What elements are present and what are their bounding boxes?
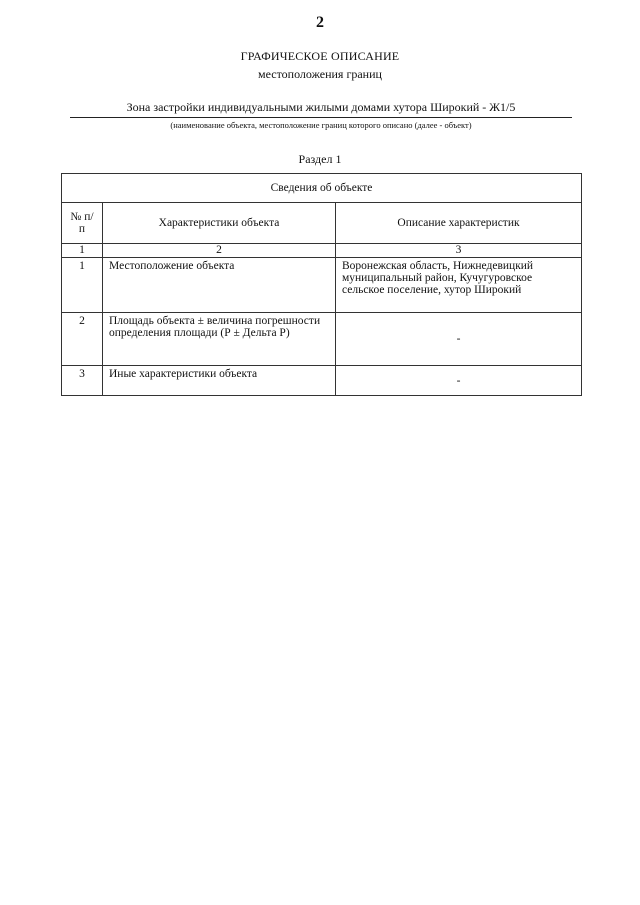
table-caption: Сведения об объекте: [62, 174, 582, 203]
object-info-table: [61, 173, 582, 396]
row-description: Воронежская область, Нижнедевицкий муниципальный район, Кучугуровское сельское поселение, хутор Широкий: [336, 258, 582, 313]
table-header-row: [62, 203, 582, 244]
column-number: 3: [336, 244, 582, 258]
section-title: Раздел 1: [298, 152, 342, 166]
page-number: 2: [316, 14, 324, 31]
row-number: 3: [62, 366, 103, 396]
table-caption-row: [62, 174, 582, 203]
column-numbers-row: [62, 244, 582, 258]
document-subtitle: местоположения границ: [258, 67, 382, 81]
row-description: -: [336, 313, 582, 366]
header-characteristic: Характеристики объекта: [103, 203, 336, 244]
row-characteristic: Иные характеристики объекта: [103, 366, 336, 396]
object-name: Зона застройки индивидуальными жилыми домами хутора Широкий - Ж1/5: [70, 100, 572, 118]
column-number: 2: [103, 244, 336, 258]
header-description: Описание характеристик: [336, 203, 582, 244]
row-number: 1: [62, 258, 103, 313]
document-title: ГРАФИЧЕСКОЕ ОПИСАНИЕ: [240, 49, 400, 63]
row-characteristic: Площадь объекта ± величина погрешности определения площади (Р ± Дельта Р): [103, 313, 336, 366]
column-number: 1: [62, 244, 103, 258]
row-characteristic: Местоположение объекта: [103, 258, 336, 313]
table-row: [62, 313, 582, 366]
header-number: № п/п: [62, 203, 103, 244]
row-description: -: [336, 366, 582, 396]
table-row: [62, 366, 582, 396]
table-row: [62, 258, 582, 313]
row-number: 2: [62, 313, 103, 366]
object-name-note: (наименование объекта, местоположение границ которого описано (далее - объект): [170, 120, 472, 130]
